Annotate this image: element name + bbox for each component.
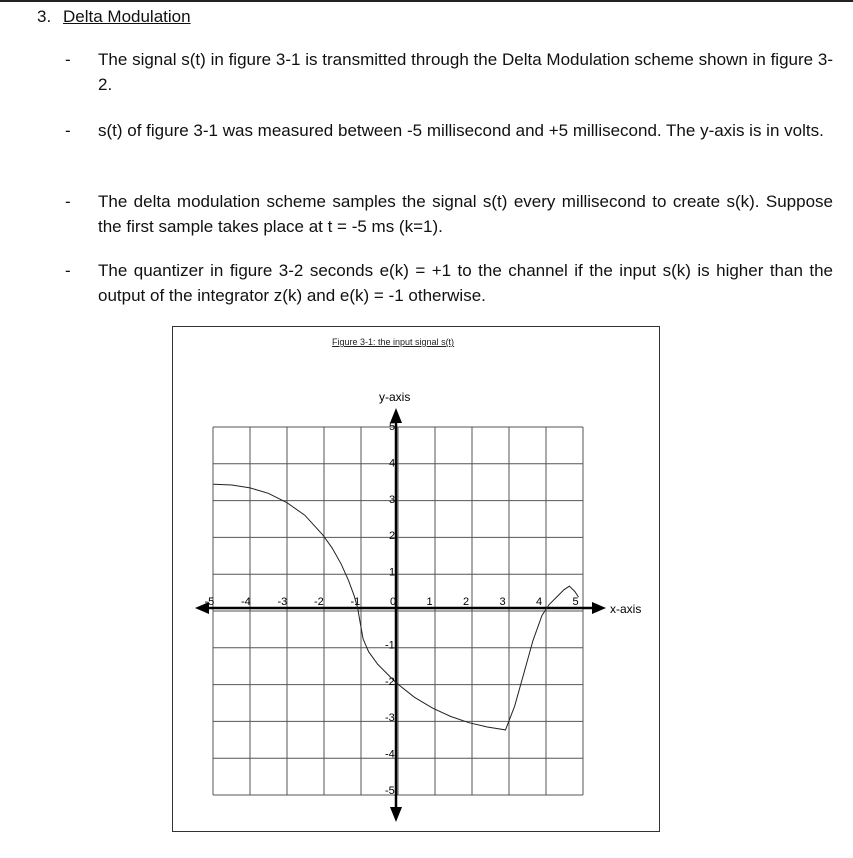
bullet-dash: - [65,261,71,280]
x-axis-label: x-axis [610,602,642,616]
y-tick-label: 3 [389,493,396,506]
figure-caption: Figure 3-1: the input signal s(t) [332,337,455,347]
y-tick-label: 4 [389,457,396,470]
bullet-dash: - [65,192,71,211]
y-tick-label: -5 [385,785,395,797]
x-tick-label: 0 [390,596,397,608]
y-axis-down-arrow-icon [390,807,402,822]
bullet-text: The signal s(t) in figure 3-1 is transmitted through the Delta Modulation scheme shown in figure 3-2. [98,50,833,94]
x-tick-label: 3 [499,596,506,608]
section-number: 3. [37,7,52,26]
y-tick-label: 5 [389,421,396,433]
x-tick-label: -3 [277,596,288,608]
x-tick-label: 4 [536,596,543,608]
bullet-text: The quantizer in figure 3-2 seconds e(k) = +1 to the channel if the input s(k) is higher than the output of the integrator z(k) and e(k) = -1 otherwise. [98,261,833,305]
y-tick-label: -4 [385,748,395,761]
y-axis-label: y-axis [379,390,411,404]
x-tick-label: -1 [350,596,361,608]
y-tick-label: -1 [385,639,395,652]
x-tick-label: -5 [204,596,215,608]
y-tick-label: 1 [389,566,396,579]
y-tick-label: 2 [389,530,396,543]
x-tick-label: 1 [426,596,433,608]
section-title: Delta Modulation [63,7,191,26]
bullet-dash: - [65,50,71,69]
x-tick-label: -2 [314,596,324,608]
bullet-dash: - [65,121,71,140]
bullet-text: The delta modulation scheme samples the signal s(t) every millisecond to create s(k). Suppose the first sample takes place at t = -5 ms (k=1). [98,192,833,236]
y-tick-label: -3 [385,712,395,725]
x-tick-label: 5 [572,596,579,608]
y-tick-label: -2 [385,675,395,688]
x-tick-label: 2 [463,596,470,608]
x-tick-label: -4 [241,596,251,608]
bullet-text: s(t) of figure 3-1 was measured between -5 millisecond and +5 millisecond. The y-axis is in volts. [98,121,824,140]
x-axis-right-arrow-icon [592,602,606,614]
